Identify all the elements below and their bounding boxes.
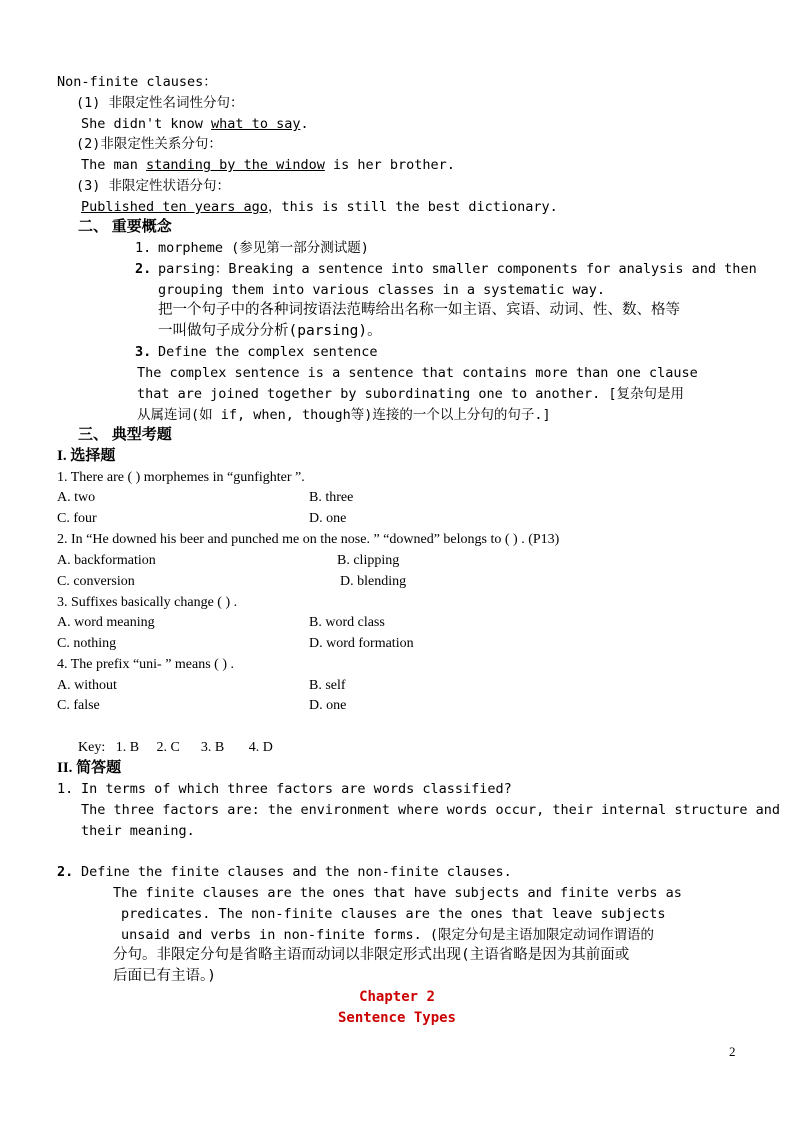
exam-heading: 三、 典型考题 — [78, 427, 172, 443]
nonfinite-item3-example — [81, 198, 558, 216]
concept-2-line4: 一叫做句子成分分析(parsing)。 — [158, 323, 382, 339]
question-2-option-b: B. clipping — [337, 553, 400, 568]
short-answer-2-answer-line3: unsaid and verbs in non-finite forms. (限定分句是主语加限定动词作谓语的 — [121, 927, 654, 943]
nonfinite-item1-label: (1) 非限定性名词性分句： — [76, 95, 244, 111]
concept-3-line1: The complex sentence is a sentence that contains more than one clause — [137, 365, 698, 381]
question-2-option-a: A. backformation — [57, 553, 156, 568]
concept-3-line3: 从属连词(如 if, when, though等)连接的一个以上分句的句子.] — [137, 407, 551, 423]
question-3-option-a: A. word meaning — [57, 615, 155, 630]
nonfinite-item2-example — [81, 156, 455, 174]
example-text: ，this is still the best dictionary. — [267, 199, 558, 215]
short-answer-2-answer-line1: The finite clauses are the ones that have subjects and finite verbs as — [113, 885, 682, 901]
short-answer-1-num: 1. — [57, 781, 74, 797]
question-3-option-b: B. word class — [309, 615, 385, 630]
question-2-option-c: C. conversion — [57, 574, 135, 589]
short-answer-2-question: Define the finite clauses and the non-finite clauses. — [81, 864, 512, 880]
nonfinite-item2-label: (2)非限定性关系分句： — [76, 136, 222, 152]
example-text: is her brother. — [324, 157, 455, 173]
concepts-heading: 二、 重要概念 — [78, 219, 172, 235]
example-text: The man — [81, 157, 147, 173]
concept-2-line2: grouping them into various classes in a systematic way. — [158, 282, 606, 298]
short-answer-2-answer-line2: predicates. The non-finite clauses are the ones that leave subjects — [121, 906, 666, 922]
example-underlined: what to say — [211, 116, 301, 132]
section-multiple-choice: I. 选择题 — [57, 448, 116, 464]
concept-3-num: 3. — [135, 344, 152, 360]
concept-2-num: 2. — [135, 261, 152, 277]
question-2-option-d: D. blending — [340, 574, 407, 589]
nonfinite-heading: Non-finite clauses： — [57, 74, 217, 90]
question-3-option-d: D. word formation — [309, 636, 414, 651]
concept-2-line3: 把一个句子中的各种词按语法范畴给出名称一如主语、宾语、动词、性、数、格等 — [158, 302, 680, 318]
question-3: 3. Suffixes basically change ( ) . — [57, 595, 238, 610]
concept-1-num: 1. — [135, 240, 152, 256]
nonfinite-item3-label: (3) 非限定性状语分句： — [76, 178, 231, 194]
question-2: 2. In “He downed his beer and punched me on the nose. ” “downed” belongs to ( ) . (P13) — [57, 532, 560, 547]
short-answer-2-answer-line5: 后面已有主语。) — [113, 968, 216, 984]
concept-1-text: morpheme (参见第一部分测试题) — [158, 240, 369, 256]
short-answer-2-answer-line4: 分句。非限定分句是省略主语而动词以非限定形式出现(主语省略是因为其前面或 — [113, 947, 630, 963]
page-number: 2 — [729, 1044, 736, 1059]
question-1-option-a: A. two — [57, 490, 96, 505]
question-1-option-b: B. three — [309, 490, 354, 505]
short-answer-1-answer-line2: their meaning. — [81, 823, 195, 839]
chapter-number: Chapter 2 — [359, 989, 435, 1005]
concept-3-line2: that are joined together by subordinating one to another. [复杂句是用 — [137, 386, 685, 402]
short-answer-1-question: In terms of which three factors are words classified? — [81, 781, 512, 797]
short-answer-1-answer-line1: The three factors are: the environment where words occur, their internal structure and — [81, 802, 780, 818]
example-text: . — [300, 116, 309, 132]
question-4-option-d: D. one — [309, 698, 347, 713]
answer-key: Key: 1. B 2. C 3. B 4. D — [78, 740, 273, 755]
section-short-answer: II. 简答题 — [57, 760, 122, 776]
question-4-option-c: C. false — [57, 698, 100, 713]
question-4-option-a: A. without — [57, 678, 117, 693]
question-4: 4. The prefix “uni- ” means ( ) . — [57, 657, 235, 672]
chapter-title: Sentence Types — [337, 1010, 456, 1026]
short-answer-2-num: 2. — [57, 864, 74, 880]
question-1-option-c: C. four — [57, 511, 97, 526]
concept-2-line1: parsing：Breaking a sentence into smaller components for analysis and then — [158, 261, 757, 277]
example-text: She didn't know — [81, 116, 212, 132]
nonfinite-item1-example — [81, 115, 309, 133]
question-3-option-c: C. nothing — [57, 636, 117, 651]
concept-3-title: Define the complex sentence — [158, 344, 378, 360]
question-1: 1. There are ( ) morphemes in “gunfighter ”. — [57, 470, 305, 485]
example-underlined: standing by the window — [146, 157, 325, 173]
question-1-option-d: D. one — [309, 511, 347, 526]
example-underlined: Published ten years ago — [81, 199, 268, 215]
question-4-option-b: B. self — [309, 678, 346, 693]
